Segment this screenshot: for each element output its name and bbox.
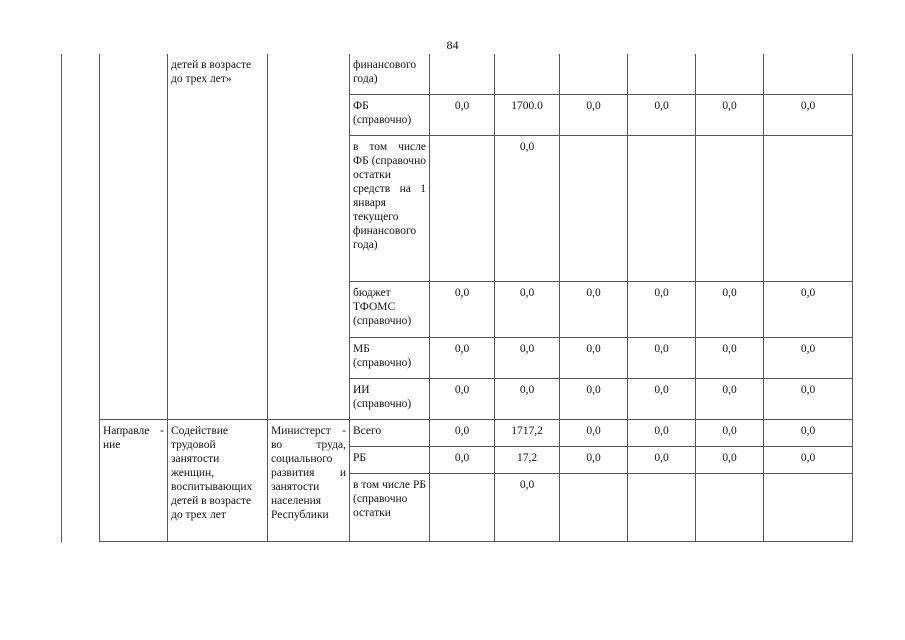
left-margin-line <box>61 54 62 542</box>
value-cell: 0,0 <box>628 446 696 473</box>
value-cell: 0,0 <box>430 337 495 378</box>
funding-source-cell: в том числе РБ (справочно остатки <box>350 473 430 541</box>
executor-cell: Министерст - во труда, социального развития и занятости населения Республики <box>268 419 350 541</box>
value-cell <box>764 54 853 94</box>
value-cell <box>696 54 764 94</box>
value-cell <box>430 473 495 541</box>
table-row <box>100 419 853 446</box>
funding-source-cell: в том числе ФБ (справочно остатки средств на 1 января текущего финансового года) <box>350 135 430 281</box>
value-cell: 0,0 <box>696 446 764 473</box>
budget-table <box>99 54 853 542</box>
value-cell: 0,0 <box>628 419 696 446</box>
value-cell <box>696 135 764 281</box>
value-cell: 17,2 <box>495 446 560 473</box>
funding-source-cell: ФБ (справочно) <box>350 94 430 135</box>
value-cell <box>430 135 495 281</box>
value-cell: 0,0 <box>764 337 853 378</box>
value-cell: 0,0 <box>430 94 495 135</box>
value-cell <box>628 473 696 541</box>
funding-source-cell: ИИ (справочно) <box>350 378 430 419</box>
event-name-cell: Содействие трудовой занятости женщин, воспитывающих детей в возрасте до трех лет <box>168 419 268 541</box>
value-cell: 0,0 <box>430 446 495 473</box>
value-cell <box>628 135 696 281</box>
value-cell: 0,0 <box>495 473 560 541</box>
value-cell: 0,0 <box>430 378 495 419</box>
value-cell: 0,0 <box>495 337 560 378</box>
value-cell <box>764 135 853 281</box>
executor-cell <box>268 54 350 419</box>
value-cell: 1700.0 <box>495 94 560 135</box>
value-cell: 0,0 <box>560 378 628 419</box>
value-cell <box>764 473 853 541</box>
funding-source-cell: Всего <box>350 419 430 446</box>
value-cell <box>628 54 696 94</box>
value-cell: 0,0 <box>764 446 853 473</box>
value-cell <box>560 54 628 94</box>
value-cell <box>696 473 764 541</box>
value-cell: 0,0 <box>495 378 560 419</box>
value-cell: 0,0 <box>764 281 853 337</box>
event-name-text: детей в возрасте до трех лет» <box>171 59 252 85</box>
value-cell: 0,0 <box>696 378 764 419</box>
funding-source-cell: РБ <box>350 446 430 473</box>
table-row <box>100 54 853 94</box>
value-cell: 0,0 <box>430 419 495 446</box>
value-cell: 0,0 <box>696 419 764 446</box>
value-cell: 0,0 <box>764 419 853 446</box>
value-cell: 1717,2 <box>495 419 560 446</box>
value-cell: 0,0 <box>764 378 853 419</box>
value-cell: 0,0 <box>430 281 495 337</box>
value-cell: 0,0 <box>628 94 696 135</box>
value-cell: 0,0 <box>696 281 764 337</box>
value-cell: 0,0 <box>628 337 696 378</box>
value-cell: 0,0 <box>764 94 853 135</box>
value-cell: 0,0 <box>628 281 696 337</box>
value-cell: 0,0 <box>495 135 560 281</box>
value-cell: 0,0 <box>495 281 560 337</box>
value-cell: 0,0 <box>560 337 628 378</box>
event-name-cell <box>168 54 268 419</box>
funding-source-cell: финансового года) <box>350 54 430 94</box>
value-cell: 0,0 <box>696 337 764 378</box>
value-cell <box>495 54 560 94</box>
value-cell: 0,0 <box>560 446 628 473</box>
type-cell: Направле - ние <box>100 419 168 541</box>
value-cell <box>430 54 495 94</box>
page-number: 84 <box>446 38 459 52</box>
value-cell: 0,0 <box>560 94 628 135</box>
type-cell <box>100 54 168 419</box>
value-cell <box>560 473 628 541</box>
value-cell: 0,0 <box>560 281 628 337</box>
funding-source-cell: МБ (справочно) <box>350 337 430 378</box>
value-cell: 0,0 <box>696 94 764 135</box>
value-cell: 0,0 <box>560 419 628 446</box>
funding-source-cell: бюджет ТФОМС (справочно) <box>350 281 430 337</box>
value-cell: 0,0 <box>628 378 696 419</box>
value-cell <box>560 135 628 281</box>
